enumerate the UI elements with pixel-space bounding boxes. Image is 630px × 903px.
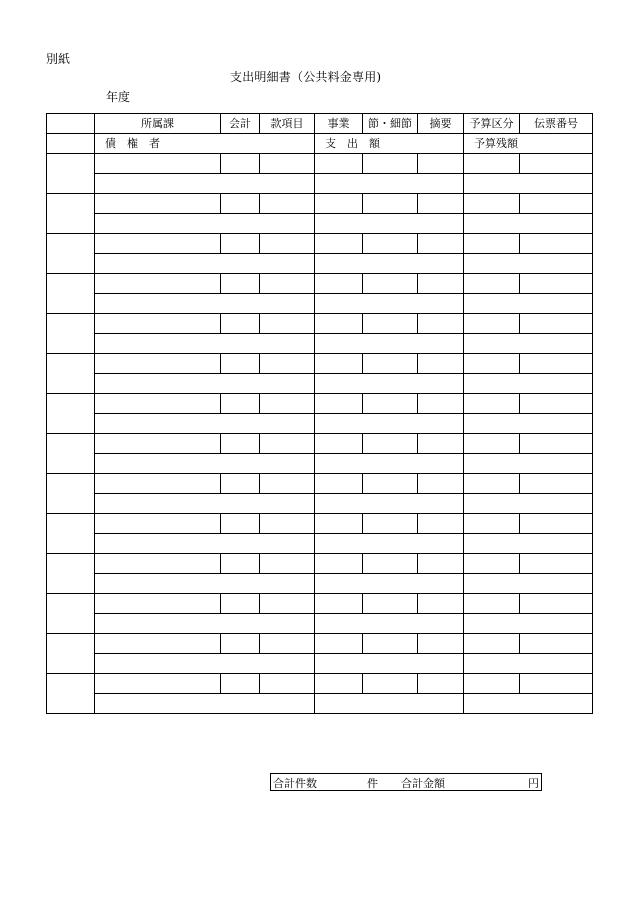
entry-budget-item-cell[interactable] [260,394,315,414]
entry-row-top [47,314,593,334]
entry-voucher-number-cell[interactable] [520,594,593,614]
col-budget-item: 款項目 [260,114,315,134]
entry-row-bottom [47,494,593,514]
entry-account-cell[interactable] [221,194,260,214]
entry-row-bottom [47,214,593,234]
entry-creditor-cell[interactable] [95,454,315,474]
corner-cell [47,134,95,154]
entry-budget-category-cell[interactable] [464,674,520,694]
entry-department-cell[interactable] [95,434,221,454]
fiscal-year-label: 年度 [106,90,131,104]
entry-budget-category-cell[interactable] [464,154,520,174]
entry-row-bottom [47,294,593,314]
entry-budget-item-cell[interactable] [260,314,315,334]
entry-voucher-number-cell[interactable] [520,274,593,294]
entry-row-top [47,474,593,494]
entry-account-cell[interactable] [221,394,260,414]
entry-row-top [47,154,593,174]
entry-project-cell[interactable] [315,434,363,454]
entry-summary-cell[interactable] [418,354,464,374]
entry-balance-cell[interactable] [464,694,593,714]
entry-balance-cell[interactable] [464,454,593,474]
col-project: 事業 [315,114,363,134]
entry-balance-cell[interactable] [464,494,593,514]
header-row-2 [47,134,593,154]
entry-amount-cell[interactable] [315,654,464,674]
entry-budget-category-cell[interactable] [464,354,520,374]
annex-label: 別紙 [46,52,71,66]
total-count-label: 合計件数 [273,777,317,790]
entry-budget-item-cell[interactable] [260,674,315,694]
entry-row-bottom [47,254,593,274]
entry-budget-category-cell[interactable] [464,314,520,334]
entry-number-cell[interactable] [47,594,95,634]
entry-number-cell[interactable] [47,514,95,554]
entry-project-cell[interactable] [315,514,363,534]
entry-budget-item-cell[interactable] [260,274,315,294]
entry-account-cell[interactable] [221,314,260,334]
col-budget-balance: 予算残額 [464,134,593,154]
entry-department-cell[interactable] [95,354,221,374]
entry-project-cell[interactable] [315,194,363,214]
entry-row-bottom [47,614,593,634]
entry-number-cell[interactable] [47,314,95,354]
entry-row-top [47,674,593,694]
entry-voucher-number-cell[interactable] [520,634,593,654]
total-count-unit: 件 [367,777,378,790]
entry-project-cell[interactable] [315,314,363,334]
entry-creditor-cell[interactable] [95,294,315,314]
entry-section-cell[interactable] [363,194,418,214]
entry-balance-cell[interactable] [464,334,593,354]
entry-number-cell[interactable] [47,434,95,474]
entry-account-cell[interactable] [221,154,260,174]
entry-summary-cell[interactable] [418,234,464,254]
col-creditor: 債 権 者 [95,134,315,154]
entry-number-cell[interactable] [47,554,95,594]
entry-budget-item-cell[interactable] [260,434,315,454]
corner-cell [47,114,95,134]
entry-account-cell[interactable] [221,634,260,654]
entry-creditor-cell[interactable] [95,534,315,554]
col-department: 所属課 [95,114,221,134]
entry-creditor-cell[interactable] [95,574,315,594]
entry-budget-category-cell[interactable] [464,234,520,254]
entry-summary-cell[interactable] [418,674,464,694]
entry-department-cell[interactable] [95,194,221,214]
entry-summary-cell[interactable] [418,554,464,574]
entry-balance-cell[interactable] [464,374,593,394]
entry-creditor-cell[interactable] [95,254,315,274]
entry-section-cell[interactable] [363,514,418,534]
entry-budget-item-cell[interactable] [260,474,315,494]
entry-project-cell[interactable] [315,274,363,294]
entry-row-top [47,274,593,294]
entry-account-cell[interactable] [221,594,260,614]
entry-summary-cell[interactable] [418,514,464,534]
document-title: 支出明細書（公共料金専用) [230,70,382,84]
entry-budget-item-cell[interactable] [260,594,315,614]
entry-account-cell[interactable] [221,674,260,694]
entry-budget-item-cell[interactable] [260,354,315,374]
entry-creditor-cell[interactable] [95,414,315,434]
entry-amount-cell[interactable] [315,374,464,394]
entry-row-bottom [47,334,593,354]
entry-number-cell[interactable] [47,634,95,674]
entry-department-cell[interactable] [95,234,221,254]
col-expenditure-amount: 支 出 額 [315,134,464,154]
entry-section-cell[interactable] [363,594,418,614]
entry-budget-item-cell[interactable] [260,194,315,214]
entry-department-cell[interactable] [95,394,221,414]
entry-voucher-number-cell[interactable] [520,354,593,374]
entry-department-cell[interactable] [95,154,221,174]
col-section: 節・細節 [363,114,418,134]
entry-account-cell[interactable] [221,514,260,534]
entry-amount-cell[interactable] [315,534,464,554]
entry-balance-cell[interactable] [464,214,593,234]
entry-creditor-cell[interactable] [95,494,315,514]
entry-row-bottom [47,174,593,194]
entry-amount-cell[interactable] [315,174,464,194]
col-voucher-number: 伝票番号 [520,114,593,134]
entry-number-cell[interactable] [47,354,95,394]
entry-row-top [47,554,593,574]
entry-amount-cell[interactable] [315,414,464,434]
entry-budget-item-cell[interactable] [260,634,315,654]
entry-budget-item-cell[interactable] [260,234,315,254]
entry-summary-cell[interactable] [418,474,464,494]
entry-budget-category-cell[interactable] [464,634,520,654]
entry-number-cell[interactable] [47,154,95,194]
entry-section-cell[interactable] [363,434,418,454]
entry-budget-category-cell[interactable] [464,554,520,574]
entry-budget-item-cell[interactable] [260,554,315,574]
entry-row-top [47,434,593,454]
entry-voucher-number-cell[interactable] [520,314,593,334]
entry-voucher-number-cell[interactable] [520,194,593,214]
entry-row-top [47,634,593,654]
entry-project-cell[interactable] [315,394,363,414]
entry-row-top [47,394,593,414]
total-amount-unit: 円 [528,777,539,790]
entry-summary-cell[interactable] [418,194,464,214]
entry-department-cell[interactable] [95,514,221,534]
entry-section-cell[interactable] [363,314,418,334]
entry-section-cell[interactable] [363,274,418,294]
entry-budget-category-cell[interactable] [464,274,520,294]
entry-creditor-cell[interactable] [95,334,315,354]
entry-voucher-number-cell[interactable] [520,514,593,534]
entry-row-bottom [47,454,593,474]
entry-balance-cell[interactable] [464,174,593,194]
entry-voucher-number-cell[interactable] [520,234,593,254]
entry-number-cell[interactable] [47,234,95,274]
entry-balance-cell[interactable] [464,574,593,594]
expenditure-detail-table [46,113,593,714]
entry-account-cell[interactable] [221,274,260,294]
entry-project-cell[interactable] [315,234,363,254]
entry-voucher-number-cell[interactable] [520,394,593,414]
entry-project-cell[interactable] [315,634,363,654]
entry-row-top [47,514,593,534]
entry-section-cell[interactable] [363,674,418,694]
entry-budget-category-cell[interactable] [464,594,520,614]
entry-department-cell[interactable] [95,554,221,574]
entry-row-top [47,234,593,254]
totals-box [270,773,542,791]
entry-number-cell[interactable] [47,274,95,314]
entry-department-cell[interactable] [95,634,221,654]
entry-balance-cell[interactable] [464,654,593,674]
entry-account-cell[interactable] [221,434,260,454]
total-amount-label: 合計金額 [401,777,445,790]
entry-balance-cell[interactable] [464,414,593,434]
entry-row-bottom [47,414,593,434]
entry-department-cell[interactable] [95,674,221,694]
entry-budget-category-cell[interactable] [464,434,520,454]
entry-department-cell[interactable] [95,474,221,494]
entry-voucher-number-cell[interactable] [520,674,593,694]
entry-summary-cell[interactable] [418,434,464,454]
entry-row-bottom [47,694,593,714]
entry-voucher-number-cell[interactable] [520,474,593,494]
entry-account-cell[interactable] [221,234,260,254]
entry-amount-cell[interactable] [315,574,464,594]
entry-summary-cell[interactable] [418,594,464,614]
entry-project-cell[interactable] [315,674,363,694]
entry-number-cell[interactable] [47,394,95,434]
entry-balance-cell[interactable] [464,254,593,274]
entry-amount-cell[interactable] [315,294,464,314]
entry-balance-cell[interactable] [464,294,593,314]
entry-balance-cell[interactable] [464,534,593,554]
entry-budget-item-cell[interactable] [260,154,315,174]
entry-voucher-number-cell[interactable] [520,154,593,174]
entry-amount-cell[interactable] [315,334,464,354]
entry-amount-cell[interactable] [315,494,464,514]
header-row-1 [47,114,593,134]
entry-project-cell[interactable] [315,354,363,374]
entry-row-bottom [47,534,593,554]
entry-department-cell[interactable] [95,594,221,614]
entry-number-cell[interactable] [47,474,95,514]
entry-account-cell[interactable] [221,554,260,574]
entry-department-cell[interactable] [95,314,221,334]
entry-project-cell[interactable] [315,594,363,614]
entry-section-cell[interactable] [363,634,418,654]
entry-amount-cell[interactable] [315,214,464,234]
entry-budget-category-cell[interactable] [464,194,520,214]
entry-number-cell[interactable] [47,194,95,234]
entry-creditor-cell[interactable] [95,174,315,194]
entry-section-cell[interactable] [363,394,418,414]
col-summary: 摘要 [418,114,464,134]
entry-row-bottom [47,574,593,594]
entry-amount-cell[interactable] [315,454,464,474]
entry-creditor-cell[interactable] [95,614,315,634]
col-budget-category: 予算区分 [464,114,520,134]
entry-row-bottom [47,654,593,674]
entry-section-cell[interactable] [363,354,418,374]
entry-summary-cell[interactable] [418,154,464,174]
entry-section-cell[interactable] [363,554,418,574]
entry-project-cell[interactable] [315,554,363,574]
entry-summary-cell[interactable] [418,274,464,294]
entry-creditor-cell[interactable] [95,654,315,674]
entry-summary-cell[interactable] [418,634,464,654]
entry-row-top [47,354,593,374]
entry-row-top [47,594,593,614]
entry-amount-cell[interactable] [315,614,464,634]
entry-summary-cell[interactable] [418,394,464,414]
entry-creditor-cell[interactable] [95,374,315,394]
entry-account-cell[interactable] [221,354,260,374]
entry-creditor-cell[interactable] [95,694,315,714]
col-account: 会計 [221,114,260,134]
entry-number-cell[interactable] [47,674,95,714]
entry-row-bottom [47,374,593,394]
entry-summary-cell[interactable] [418,314,464,334]
entry-balance-cell[interactable] [464,614,593,634]
entry-project-cell[interactable] [315,474,363,494]
entry-section-cell[interactable] [363,234,418,254]
entry-budget-category-cell[interactable] [464,394,520,414]
entry-department-cell[interactable] [95,274,221,294]
entry-row-top [47,194,593,214]
entry-budget-category-cell[interactable] [464,474,520,494]
entry-section-cell[interactable] [363,474,418,494]
entry-budget-item-cell[interactable] [260,514,315,534]
entry-account-cell[interactable] [221,474,260,494]
entry-project-cell[interactable] [315,154,363,174]
entry-creditor-cell[interactable] [95,214,315,234]
entry-voucher-number-cell[interactable] [520,434,593,454]
entry-voucher-number-cell[interactable] [520,554,593,574]
entry-amount-cell[interactable] [315,254,464,274]
entry-section-cell[interactable] [363,154,418,174]
entry-budget-category-cell[interactable] [464,514,520,534]
entry-amount-cell[interactable] [315,694,464,714]
